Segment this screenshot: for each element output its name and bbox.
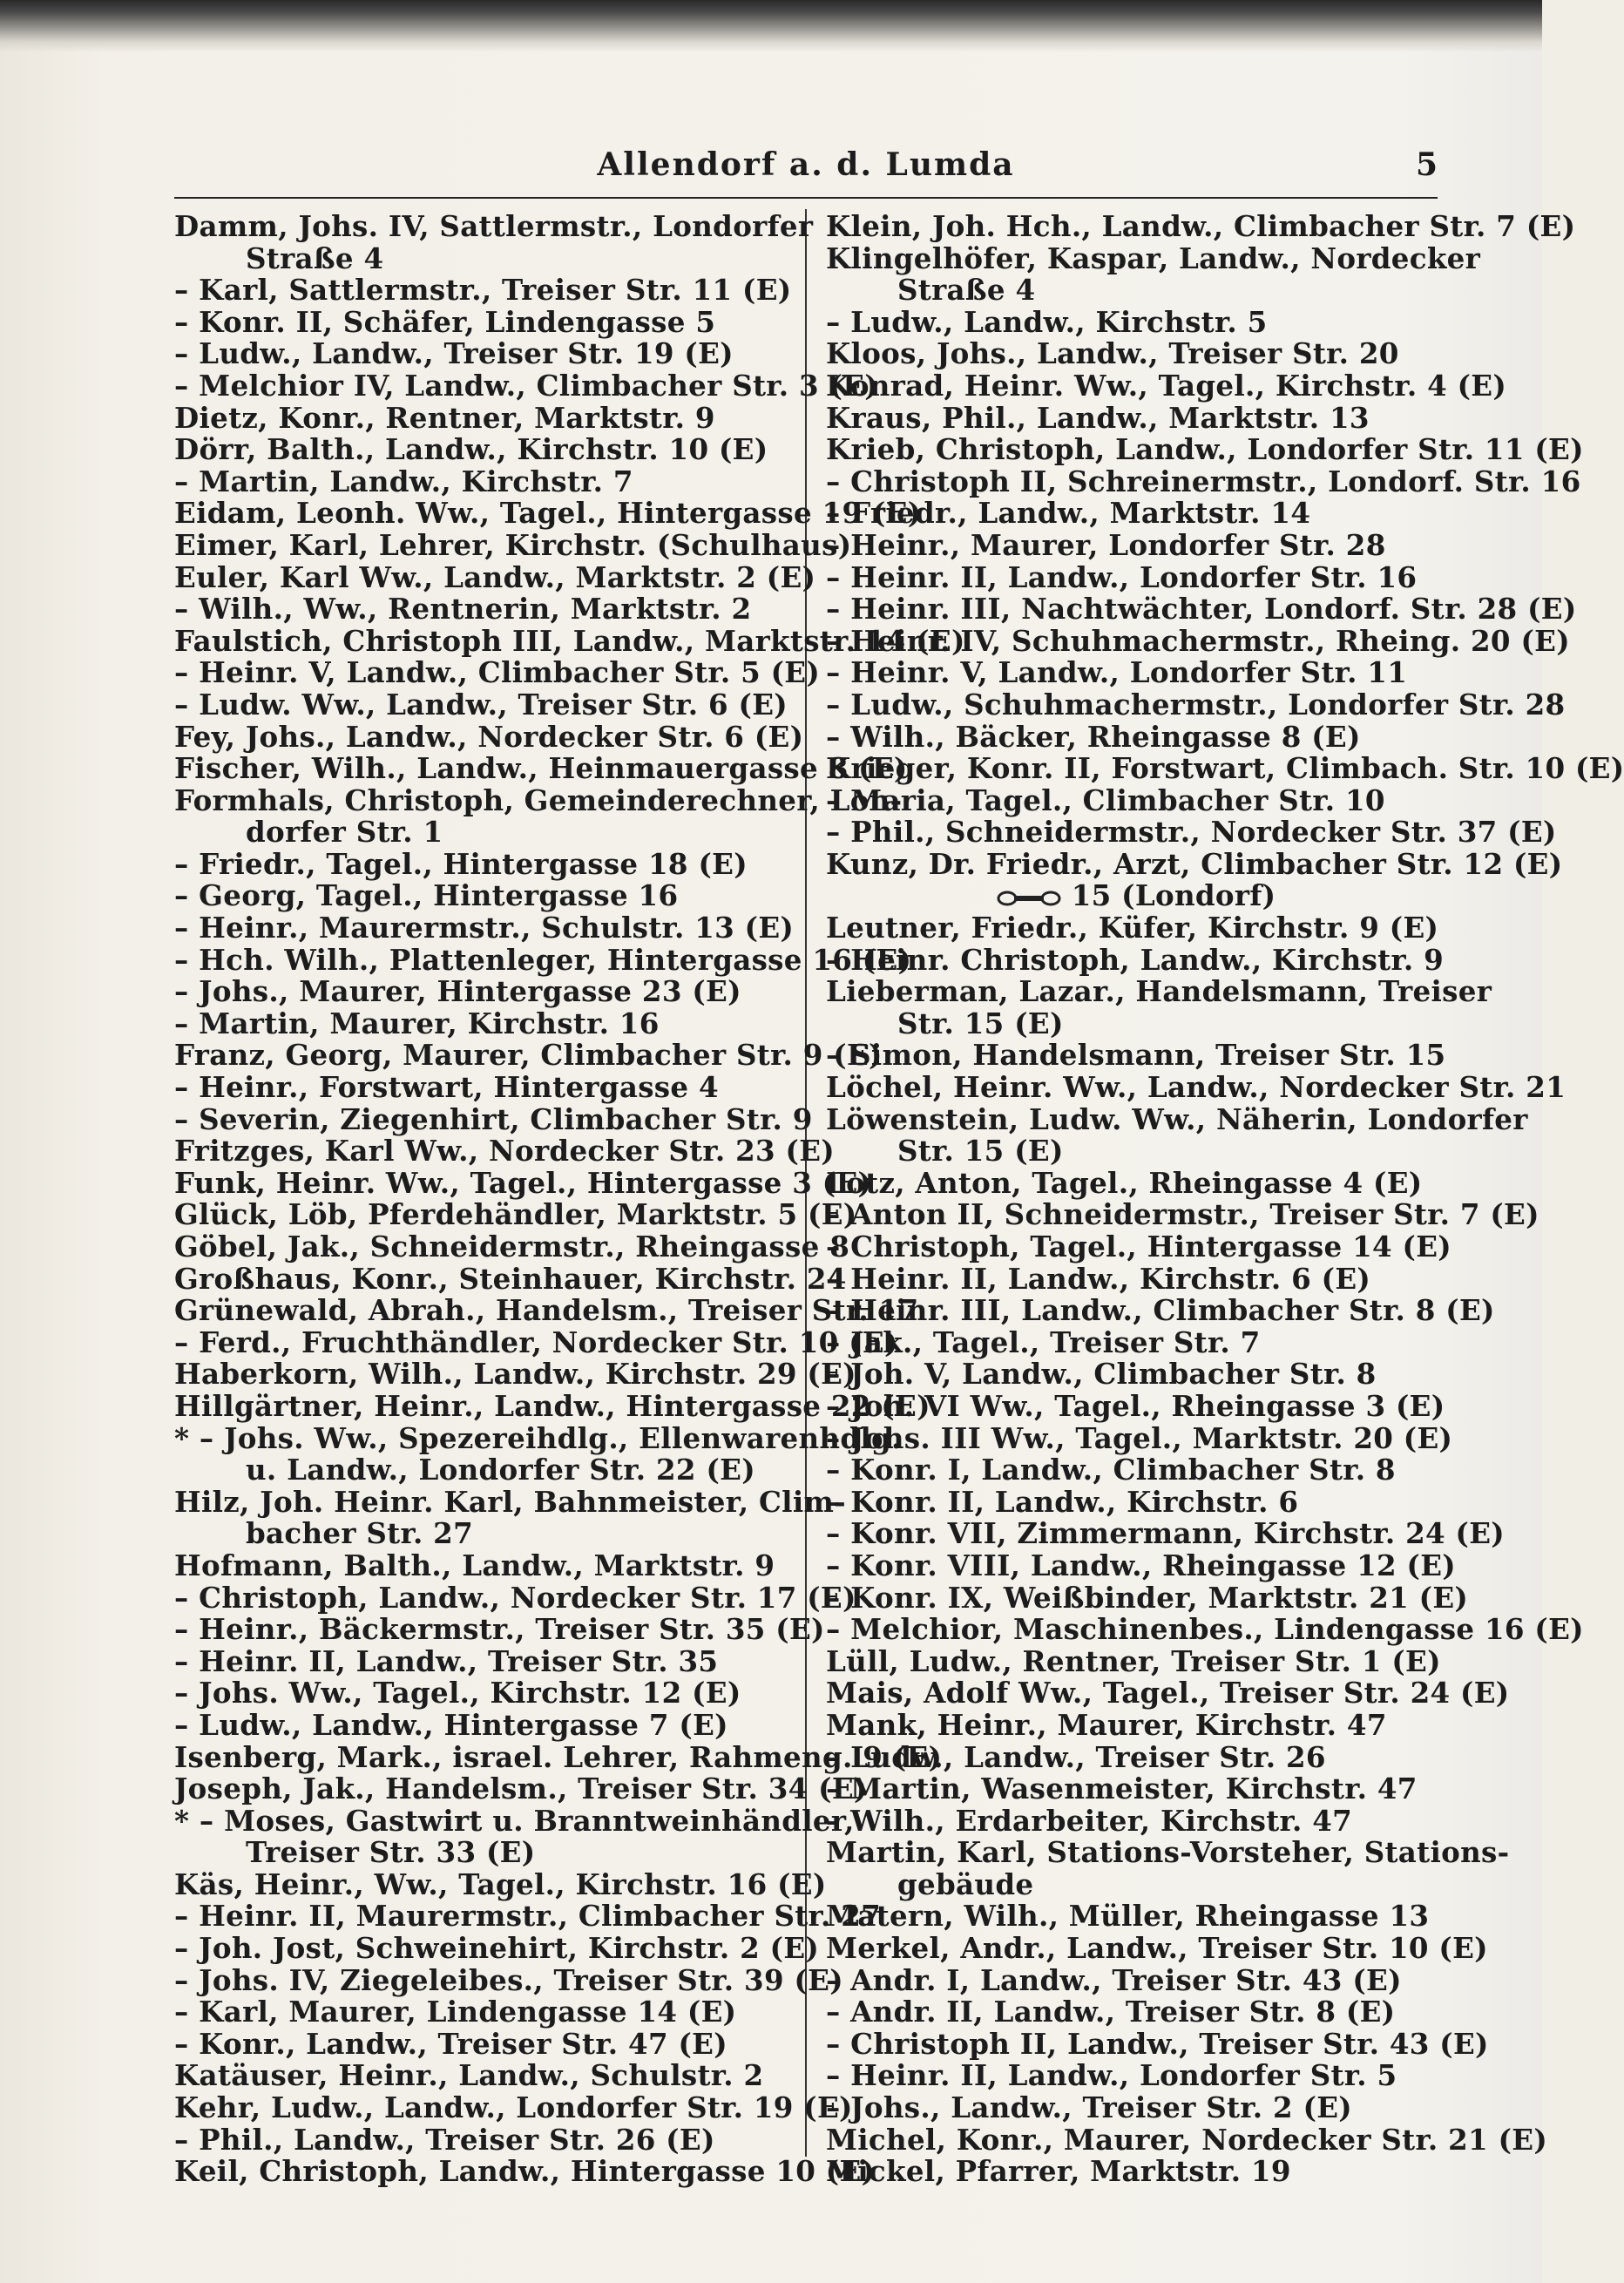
directory-entry [174, 1357, 856, 1392]
directory-entry [174, 1388, 930, 1423]
directory-entry [826, 2122, 1548, 2157]
entry-text: Eimer, Karl, Lehrer, Kirchstr. (Schulhaus) [174, 527, 852, 562]
directory-entry [174, 2090, 853, 2125]
directory-entry [174, 1518, 795, 1550]
directory-entry [826, 1135, 1446, 1168]
directory-entry [174, 1261, 847, 1296]
directory-entry [826, 1866, 1446, 1901]
entry-text: – Phil., Landw., Treiser Str. 26 (E) [174, 2122, 715, 2157]
entry-text: – Christoph, Landw., Nordecker Str. 17 (E) [174, 1580, 856, 1615]
entry-text: – Martin, Maurer, Kirchstr. 16 [174, 1006, 660, 1040]
directory-entry [826, 1230, 1451, 1263]
directory-entry [174, 846, 795, 881]
directory-entry [174, 338, 795, 370]
directory-entry [826, 274, 1446, 307]
directory-entry [174, 1072, 795, 1104]
directory-entry [174, 1612, 825, 1647]
directory-entry [826, 1900, 1446, 1933]
entry-text: Konrad, Heinr. Ww., Tagel., Kirchstr. 4 (E) [826, 368, 1507, 403]
entry-text: Damm, Johs. IV, Sattlermstr., Londorfer [174, 209, 814, 243]
directory-entry [826, 815, 1557, 850]
entry-text: Funk, Heinr. Ww., Tagel., Hintergasse 3 (E) [174, 1165, 872, 1200]
directory-entry [826, 1580, 1469, 1615]
directory-entry [826, 1484, 1446, 1519]
directory-entry [826, 527, 1446, 562]
entry-text: – Ludw., Landw., Kirchstr. 5 [826, 304, 1268, 339]
entry-text: Haberkorn, Wilh., Landw., Kirchstr. 29 (E) [174, 1357, 856, 1392]
entry-text: Straße 4 [897, 273, 1036, 308]
directory-entry [174, 466, 795, 498]
entry-text: – Simon, Handelsmann, Treiser Str. 15 [826, 1038, 1446, 1073]
entry-text: Dörr, Balth., Landw., Kirchstr. 10 (E) [174, 432, 768, 467]
directory-entry [826, 912, 1446, 945]
directory-entry [174, 1134, 835, 1169]
entry-text: Kraus, Phil., Landw., Marktstr. 13 [826, 400, 1370, 435]
directory-entry [826, 1931, 1488, 1966]
entry-text: – Heinr., Forstwart, Hintergasse 4 [174, 1070, 719, 1105]
directory-entry [174, 434, 795, 466]
entry-text: Kunz, Dr. Friedr., Arzt, Climbacher Str. 12 (E) [826, 846, 1563, 881]
entry-text: Matern, Wilh., Müller, Rheingasse 13 [826, 1899, 1430, 1934]
directory-entry [174, 1866, 827, 1901]
entry-text: * – Moses, Gastwirt u. Branntweinhändler, [174, 1803, 855, 1838]
directory-entry [174, 593, 795, 626]
entry-text: – Karl, Sattlermstr., Treiser Str. 11 (E) [174, 273, 792, 308]
entry-text: Fey, Johs., Landw., Nordecker Str. 6 (E) [174, 719, 804, 754]
entry-text: Isenberg, Mark., israel. Lehrer, Rahmeng. 9 (E) [174, 1739, 943, 1774]
directory-entry [174, 2154, 876, 2189]
entry-text: – Konr. II, Schäfer, Lindengasse 5 [174, 304, 716, 339]
entry-text: – Martin, Landw., Kirchstr. 7 [174, 464, 633, 498]
entry-text: Joseph, Jak., Handelsm., Treiser Str. 34 (E) [174, 1772, 868, 1806]
directory-entry [174, 304, 795, 339]
directory-entry [174, 689, 795, 721]
directory-entry [826, 1101, 1528, 1136]
directory-entry [174, 2060, 795, 2092]
directory-entry [826, 338, 1446, 370]
entry-text: – Joh. VI Ww., Tagel., Rheingasse 3 (E) [826, 1388, 1445, 1423]
entry-text: – Hch. Wilh., Plattenleger, Hintergasse 16 (E) [174, 942, 912, 977]
entry-text: – Heinr. II, Maurermstr., Climbacher Str. 27 [174, 1899, 882, 1934]
directory-entry [826, 782, 1446, 817]
right-column [826, 209, 1624, 2189]
entry-text: – Heinr. II, Landw., Londorfer Str. 16 [826, 559, 1418, 594]
directory-entry [826, 1835, 1510, 1870]
directory-entry [826, 1358, 1446, 1391]
entry-text: – Ferd., Fruchthändler, Nordecker Str. 10 (E) [174, 1324, 898, 1359]
directory-entry [826, 2026, 1489, 2061]
entry-text: Michel, Konr., Maurer, Nordecker Str. 21 (E) [826, 2122, 1548, 2157]
directory-entry [174, 1165, 872, 1200]
directory-entry [826, 304, 1446, 339]
directory-entry [174, 209, 814, 243]
entry-text: – Heinr. II, Landw., Treiser Str. 35 [174, 1643, 719, 1678]
directory-entry [826, 432, 1584, 467]
page-header [174, 146, 1438, 190]
directory-entry [826, 1263, 1446, 1296]
entry-text: Str. 15 (E) [897, 1006, 1064, 1040]
directory-entry [174, 559, 816, 594]
entry-text: – Melchior IV, Landw., Climbacher Str. 3 (E) [174, 368, 878, 403]
directory-entry [826, 657, 1446, 689]
entry-text: – Joh. Jost, Schweinehirt, Kirchstr. 2 (E) [174, 1931, 820, 1966]
directory-entry [174, 2026, 795, 2061]
entry-text: – Phil., Schneidermstr., Nordecker Str. 37 (E) [826, 815, 1557, 850]
entry-text: Eidam, Leonh. Ww., Tagel., Hintergasse 19 (E) [174, 496, 922, 531]
entry-text: Hillgärtner, Heinr., Landw., Hintergasse 22 (E) [174, 1388, 930, 1423]
entry-text: – Ludw. Ww., Landw., Treiser Str. 6 (E) [174, 687, 788, 721]
directory-entry [174, 1420, 902, 1455]
entry-text: – Wilh., Ww., Rentnerin, Marktstr. 2 [174, 592, 752, 627]
entry-text: Großhaus, Konr., Steinhauer, Kirchstr. 24 [174, 1261, 847, 1296]
directory-entry [174, 623, 965, 658]
entry-text: – Heinr., Maurer, Londorfer Str. 28 [826, 527, 1386, 562]
entry-text: – Maria, Tagel., Climbacher Str. 10 [826, 782, 1385, 817]
directory-entry [174, 1454, 795, 1487]
entry-text: Krieger, Konr. II, Forstwart, Climbach. Str. 10 (E) [826, 751, 1624, 786]
entry-text: Formhals, Christoph, Gemeinderechner, Lon- [174, 782, 903, 817]
entry-text: – Johs. IV, Ziegeleibes., Treiser Str. 39 (E) [174, 1962, 843, 1997]
entry-text: – Heinr. IV, Schuhmachermstr., Rheing. 20 (E) [826, 623, 1570, 658]
directory-entry [826, 400, 1446, 435]
directory-entry [826, 2060, 1446, 2092]
directory-entry [174, 1101, 813, 1136]
entry-text: Euler, Karl Ww., Landw., Marktstr. 2 (E) [174, 559, 816, 594]
entry-text: – Heinr. II, Landw., Londorfer Str. 5 [826, 2058, 1397, 2093]
entry-text: Lüll, Ludw., Rentner, Treiser Str. 1 (E) [826, 1643, 1441, 1678]
entry-text: – Martin, Wasenmeister, Kirchstr. 47 [826, 1772, 1418, 1806]
directory-entry [174, 751, 908, 786]
directory-entry [826, 2156, 1446, 2188]
directory-entry [826, 464, 1581, 498]
entry-text: – Heinr. II, Landw., Kirchstr. 6 (E) [826, 1261, 1371, 1296]
directory-entry [174, 240, 795, 275]
directory-entry [174, 1996, 795, 2029]
entry-text: – Karl, Maurer, Lindengasse 14 (E) [174, 1995, 737, 2029]
directory-entry [174, 1837, 795, 1869]
directory-entry [826, 1676, 1510, 1711]
directory-entry [174, 1484, 846, 1519]
entry-text: – Anton II, Schneidermstr., Treiser Str. 7 (E) [826, 1197, 1539, 1232]
directory-entry [826, 240, 1481, 275]
entry-text: – Christoph II, Landw., Treiser Str. 43 (E) [826, 2026, 1489, 2061]
directory-entry [174, 1931, 820, 1966]
entry-text: Keil, Christoph, Landw., Hintergasse 10 (E) [174, 2154, 876, 2189]
entry-text: Kehr, Ludw., Landw., Londorfer Str. 19 (E) [174, 2090, 853, 2125]
entry-text: Martin, Karl, Stations-Vorsteher, Stations- [826, 1835, 1510, 1870]
entry-text: Fischer, Wilh., Landw., Heinmauergasse 8 (E) [174, 751, 908, 786]
entry-text: – Ludw., Landw., Treiser Str. 19 (E) [174, 336, 734, 371]
directory-entry [826, 1197, 1539, 1232]
entry-text: Mickel, Pfarrer, Marktstr. 19 [826, 2154, 1291, 2189]
directory-entry [174, 527, 852, 562]
directory-entry [826, 1996, 1446, 2029]
directory-entry [826, 498, 1446, 530]
entry-text: 15 (Londorf) [1071, 878, 1276, 913]
directory-entry [174, 1197, 857, 1232]
entry-text: – Ludw., Schuhmachermstr., Londorfer Str. 28 [826, 687, 1566, 721]
directory-entry [826, 1805, 1446, 1838]
book-binding-shadow [0, 0, 1542, 52]
directory-entry [174, 1643, 795, 1678]
entry-text: Grünewald, Abrah., Handelsm., Treiser Str. 17 [174, 1293, 919, 1328]
entry-text: – Heinr. Christoph, Landw., Kirchstr. 9 [826, 942, 1445, 977]
directory-entry [826, 1008, 1446, 1040]
directory-entry [826, 559, 1446, 594]
directory-entry [174, 1324, 898, 1359]
directory-entry [826, 751, 1624, 786]
directory-entry [826, 1516, 1505, 1551]
directory-entry [826, 1293, 1495, 1328]
directory-entry [826, 974, 1492, 1009]
directory-entry [826, 687, 1566, 721]
entry-text: Klein, Joh. Hch., Landw., Climbacher Str. 7 (E) [826, 209, 1576, 243]
entry-text: – Georg, Tagel., Hintergasse 16 [174, 878, 679, 913]
entry-text: – Johs. III Ww., Tagel., Marktstr. 20 (E) [826, 1420, 1453, 1455]
directory-entry [826, 209, 1576, 243]
entry-text: – Heinr. V, Landw., Londorfer Str. 11 [826, 655, 1408, 690]
entry-text: – Heinr., Maurermstr., Schulstr. 13 (E) [174, 911, 795, 945]
entry-text: Lotz, Anton, Tagel., Rheingasse 4 (E) [826, 1165, 1423, 1200]
directory-entry [826, 1612, 1584, 1647]
directory-entry [826, 1739, 1446, 1774]
directory-entry [826, 1388, 1446, 1423]
entry-text: – Heinr. III, Nachtwächter, Londorf. Str. 28 (E) [826, 592, 1577, 627]
directory-entry [174, 1899, 882, 1934]
directory-entry [174, 655, 821, 690]
directory-entry [826, 1454, 1446, 1487]
entry-text: Krieb, Christoph, Landw., Londorfer Str. 11 (E) [826, 432, 1584, 467]
directory-entry [826, 1420, 1453, 1455]
directory-entry [174, 912, 795, 945]
entry-text: Löchel, Heinr. Ww., Landw., Nordecker Str. 21 [826, 1070, 1566, 1105]
entry-text: Dietz, Konr., Rentner, Marktstr. 9 [174, 400, 715, 435]
directory-entry [826, 1962, 1446, 1997]
entry-text: – Christoph II, Schreinermstr., Londorf. Str. 16 [826, 464, 1581, 498]
entry-text: Katäuser, Heinr., Landw., Schulstr. 2 [174, 2058, 764, 2093]
directory-entry [826, 1548, 1456, 1582]
directory-entry [174, 1962, 843, 1997]
directory-entry [174, 880, 795, 912]
directory-entry [174, 1008, 795, 1040]
directory-entry [174, 1707, 795, 1742]
directory-entry [174, 1038, 883, 1073]
entry-text: – Konr. IX, Weißbinder, Marktstr. 21 (E) [826, 1580, 1469, 1615]
entry-text: Faulstich, Christoph III, Landw., Marktstr. 14 (E) [174, 623, 965, 658]
entry-text: – Melchior, Maschinenbes., Lindengasse 16 (E) [826, 1612, 1584, 1647]
entry-text: – Friedr., Tagel., Hintergasse 18 (E) [174, 846, 748, 881]
directory-entry [174, 816, 795, 849]
entry-text: – Wilh., Bäcker, Rheingasse 8 (E) [826, 719, 1361, 754]
entry-text: Str. 15 (E) [897, 1134, 1064, 1169]
entry-text: Fritzges, Karl Ww., Nordecker Str. 23 (E) [174, 1134, 835, 1169]
entry-text: Göbel, Jak., Schneidermstr., Rheingasse 8 [174, 1230, 850, 1263]
header-rule [174, 197, 1438, 199]
directory-entry [174, 782, 903, 817]
directory-entry [174, 496, 922, 531]
telephone-icon [997, 889, 1061, 908]
entry-text: * – Johs. Ww., Spezereihdlg., Ellenwarenhdlg. [174, 1420, 902, 1455]
left-column [174, 209, 965, 2189]
directory-entry [826, 1165, 1446, 1200]
directory-entry [826, 1040, 1446, 1072]
entry-text: – Christoph, Tagel., Hintergasse 14 (E) [826, 1230, 1451, 1263]
directory-entry [826, 1773, 1446, 1805]
directory-entry [826, 2092, 1446, 2124]
entry-text: Straße 4 [246, 240, 384, 275]
running-title: Allendorf a. d. Lumda [597, 146, 1015, 183]
directory-entry [174, 976, 795, 1008]
directory-entry [826, 721, 1446, 754]
entry-text: Franz, Georg, Maurer, Climbacher Str. 9 (E) [174, 1038, 883, 1073]
entry-text: Mais, Adolf Ww., Tagel., Treiser Str. 24 (E) [826, 1676, 1510, 1711]
entry-text: Kloos, Johs., Landw., Treiser Str. 20 [826, 336, 1399, 371]
entry-text: – Heinr., Bäckermstr., Treiser Str. 35 (E) [174, 1612, 825, 1647]
entry-text: – Andr. II, Landw., Treiser Str. 8 (E) [826, 1995, 1396, 2029]
entry-text: Glück, Löb, Pferdehändler, Marktstr. 5 (E) [174, 1197, 857, 1232]
entry-text: gebäude [897, 1866, 1034, 1901]
directory-entry [174, 942, 912, 977]
entry-text: – Heinr. III, Landw., Climbacher Str. 8 (E) [826, 1293, 1495, 1328]
directory-entry [174, 1739, 943, 1774]
entry-text: – Andr. I, Landw., Treiser Str. 43 (E) [826, 1962, 1402, 1997]
entry-text: Treiser Str. 33 (E) [246, 1835, 536, 1870]
entry-text: bacher Str. 27 [246, 1516, 473, 1551]
directory-entry [174, 1772, 868, 1806]
directory-entry [174, 1550, 795, 1582]
directory-entry [826, 368, 1507, 403]
directory-entry [826, 592, 1577, 627]
entry-text: Hofmann, Balth., Landw., Marktstr. 9 [174, 1548, 775, 1582]
entry-text: – Johs. Ww., Tagel., Kirchstr. 12 (E) [174, 1676, 741, 1711]
directory-entry [174, 2124, 795, 2157]
directory-entry [826, 623, 1570, 658]
entry-text: Mank, Heinr., Maurer, Kirchstr. 47 [826, 1707, 1387, 1742]
entry-text: – Jak., Tagel., Treiser Str. 7 [826, 1324, 1261, 1359]
entry-text: – Ludw., Landw., Treiser Str. 26 [826, 1739, 1326, 1774]
entry-text: – Wilh., Erdarbeiter, Kirchstr. 47 [826, 1803, 1353, 1838]
directory-entry [174, 1803, 855, 1838]
entry-text: – Friedr., Landw., Marktstr. 14 [826, 496, 1311, 531]
entry-text: – Konr. VII, Zimmermann, Kirchstr. 24 (E) [826, 1516, 1505, 1551]
page-number: 5 [1415, 146, 1438, 183]
entry-text: – Johs., Maurer, Hintergasse 23 (E) [174, 974, 741, 1009]
directory-entry [826, 1324, 1446, 1359]
directory-entry [174, 1580, 856, 1615]
entry-text: Löwenstein, Ludw. Ww., Näherin, Londorfer [826, 1101, 1528, 1136]
entry-text: u. Landw., Londorfer Str. 22 (E) [246, 1453, 755, 1487]
directory-entry [174, 1293, 919, 1328]
entry-text: – Johs., Landw., Treiser Str. 2 (E) [826, 2090, 1352, 2125]
directory-entry [174, 400, 795, 435]
entry-text: Leutner, Friedr., Küfer, Kirchstr. 9 (E) [826, 911, 1439, 945]
entry-text: Hilz, Joh. Heinr. Karl, Bahnmeister, Clim- [174, 1484, 846, 1519]
entry-text: – Konr. VIII, Landw., Rheingasse 12 (E) [826, 1548, 1456, 1582]
entry-text: Klingelhöfer, Kaspar, Landw., Nordecker [826, 240, 1481, 275]
directory-entry [174, 368, 878, 403]
directory-entry [826, 942, 1446, 977]
directory-entry [826, 880, 1446, 912]
directory-entry [826, 1643, 1446, 1678]
directory-entry [174, 1230, 850, 1263]
entry-text: Lieberman, Lazar., Handelsmann, Treiser [826, 974, 1492, 1009]
directory-entry [826, 1707, 1446, 1742]
entry-text: – Konr. II, Landw., Kirchstr. 6 [826, 1484, 1299, 1519]
entry-text: dorfer Str. 1 [246, 815, 443, 850]
entry-text: – Severin, Ziegenhirt, Climbacher Str. 9 [174, 1101, 813, 1136]
directory-entry [826, 1070, 1566, 1105]
entry-text: – Heinr. V, Landw., Climbacher Str. 5 (E) [174, 655, 821, 690]
entry-text: – Ludw., Landw., Hintergasse 7 (E) [174, 1707, 728, 1742]
entry-text: – Joh. V, Landw., Climbacher Str. 8 [826, 1357, 1377, 1392]
entry-text: Käs, Heinr., Ww., Tagel., Kirchstr. 16 (E) [174, 1866, 827, 1901]
entry-text: – Konr. I, Landw., Climbacher Str. 8 [826, 1453, 1396, 1487]
entry-text: – Konr., Landw., Treiser Str. 47 (E) [174, 2026, 727, 2061]
entry-text: Merkel, Andr., Landw., Treiser Str. 10 (E) [826, 1931, 1488, 1966]
directory-entry [174, 1677, 795, 1710]
directory-entry [826, 846, 1563, 881]
directory-entry [174, 274, 795, 307]
directory-entry [174, 719, 804, 754]
